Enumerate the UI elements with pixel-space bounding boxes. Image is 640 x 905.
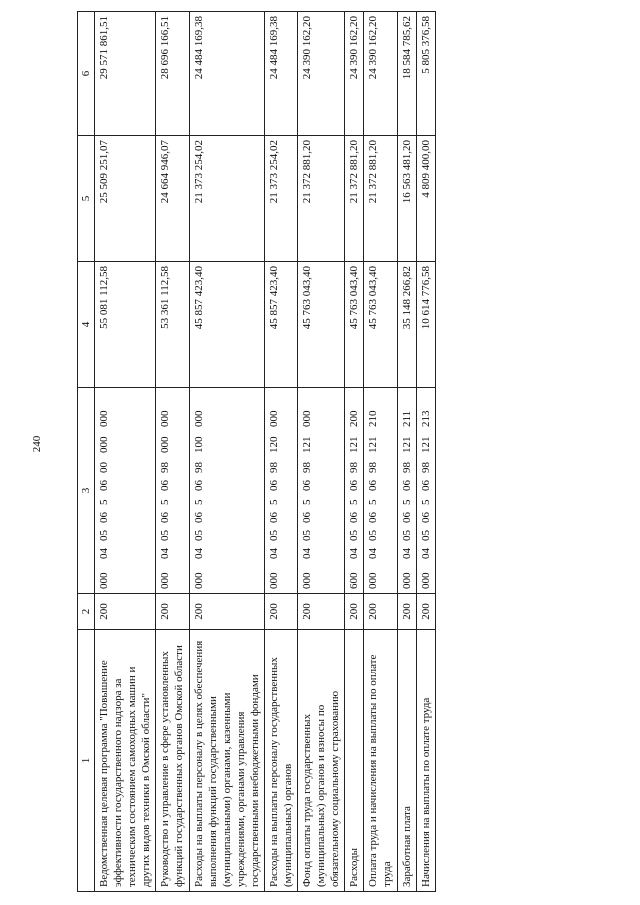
code-segment: 06 xyxy=(192,480,205,491)
row-value-v6-cell: 24 390 162,20 xyxy=(345,12,364,136)
header-row xyxy=(78,12,95,892)
code-segment: 000 xyxy=(267,572,280,589)
row-value-v5-cell: 21 372 881,20 xyxy=(298,136,345,262)
code-segment: 100 xyxy=(192,436,205,453)
code-segment: 06 xyxy=(159,480,172,491)
row-grbs-cell: 200 xyxy=(189,594,264,630)
row-name-cell: Фонд оплаты труда государственных (муниципальных) органов и взносы по обязательному социальному страхованию xyxy=(298,630,345,892)
code-segment: 000 xyxy=(419,572,432,589)
code-segment: 5 xyxy=(348,499,361,505)
row-grbs-cell: 200 xyxy=(264,594,297,630)
code-segment: 04 xyxy=(192,548,205,559)
row-value-v5-cell: 21 373 254,02 xyxy=(189,136,264,262)
row-grbs-cell: 200 xyxy=(364,594,397,630)
code-segment: 06 xyxy=(367,480,380,491)
code-segment: 04 xyxy=(400,548,413,559)
row-name-cell: Расходы на выплаты персоналу в целях обеспечения выполнения функций государственными (муниципальными) органами, казенными учреждениями, органами управления государственными внебюджетными фондами xyxy=(189,630,264,892)
row-code-cell xyxy=(156,388,189,594)
budget-table xyxy=(77,11,436,892)
row-name-cell: Начисления на выплаты по оплате труда xyxy=(416,630,435,892)
code-segment: 00 xyxy=(98,462,111,473)
row-grbs-cell: 200 xyxy=(156,594,189,630)
code-segment: 06 xyxy=(192,512,205,523)
table-row xyxy=(264,12,297,892)
row-grbs-cell: 200 xyxy=(345,594,364,630)
row-name-cell: Оплата труда и начисления на выплаты по оплате труда xyxy=(364,630,397,892)
code-segment: 98 xyxy=(348,462,361,473)
code-segment: 5 xyxy=(419,499,432,505)
code-segment: 04 xyxy=(98,548,111,559)
code-segment: 213 xyxy=(419,410,432,427)
code-segment: 05 xyxy=(400,530,413,541)
row-value-v6-cell: 28 696 166,51 xyxy=(156,12,189,136)
code-segment: 06 xyxy=(267,512,280,523)
row-value-v5-cell: 21 372 881,20 xyxy=(364,136,397,262)
row-value-v5-cell: 4 809 400,00 xyxy=(416,136,435,262)
row-value-v4-cell: 45 763 043,40 xyxy=(345,262,364,388)
row-value-v6-cell: 24 390 162,20 xyxy=(364,12,397,136)
row-value-v4-cell: 45 857 423,40 xyxy=(189,262,264,388)
row-name-cell: Расходы xyxy=(345,630,364,892)
row-code-cell xyxy=(397,388,416,594)
code-segment: 06 xyxy=(348,480,361,491)
column-header: 5 xyxy=(78,136,95,262)
code-segment: 121 xyxy=(419,436,432,453)
column-header: 6 xyxy=(78,12,95,136)
row-value-v6-cell: 24 484 169,38 xyxy=(264,12,297,136)
code-segment: 5 xyxy=(192,499,205,505)
code-segment: 06 xyxy=(301,512,314,523)
code-segment: 06 xyxy=(348,512,361,523)
table-row xyxy=(364,12,397,892)
row-value-v5-cell: 16 563 481,20 xyxy=(397,136,416,262)
row-grbs-cell: 200 xyxy=(95,594,156,630)
row-value-v4-cell: 53 361 112,58 xyxy=(156,262,189,388)
code-segment: 98 xyxy=(400,462,413,473)
rotated-page-content xyxy=(75,8,635,896)
row-value-v4-cell: 35 148 266,82 xyxy=(397,262,416,388)
code-segment: 06 xyxy=(98,480,111,491)
table-row xyxy=(397,12,416,892)
row-value-v5-cell: 21 372 881,20 xyxy=(345,136,364,262)
code-segment: 05 xyxy=(301,530,314,541)
code-segment: 211 xyxy=(400,410,413,427)
row-grbs-cell: 200 xyxy=(298,594,345,630)
row-name-cell: Руководство и управление в сфере установленных функций государственных органов Омской области xyxy=(156,630,189,892)
code-segment: 121 xyxy=(301,436,314,453)
code-segment: 06 xyxy=(400,512,413,523)
code-segment: 05 xyxy=(419,530,432,541)
code-segment: 000 xyxy=(159,410,172,427)
code-segment: 121 xyxy=(367,436,380,453)
code-segment: 98 xyxy=(267,462,280,473)
code-segment: 000 xyxy=(98,572,111,589)
code-segment: 000 xyxy=(400,572,413,589)
row-code-cell xyxy=(416,388,435,594)
column-header: 2 xyxy=(78,594,95,630)
page-number: 240 xyxy=(31,435,43,453)
code-segment: 600 xyxy=(348,572,361,589)
code-segment: 210 xyxy=(367,410,380,427)
budget-table-frame xyxy=(77,12,630,892)
code-segment: 05 xyxy=(367,530,380,541)
table-row xyxy=(95,12,156,892)
code-segment: 06 xyxy=(159,512,172,523)
row-value-v4-cell: 55 081 112,58 xyxy=(95,262,156,388)
row-name-cell: Ведомственная целевая программа "Повышение эффективности государственного надзора за техническим состоянием самоходных машин и других видов техники в Омской области" xyxy=(95,630,156,892)
code-segment: 98 xyxy=(419,462,432,473)
row-code-cell xyxy=(264,388,297,594)
row-code-cell xyxy=(345,388,364,594)
code-segment: 05 xyxy=(98,530,111,541)
code-segment: 04 xyxy=(267,548,280,559)
row-value-v6-cell: 18 584 785,62 xyxy=(397,12,416,136)
row-value-v5-cell: 21 373 254,02 xyxy=(264,136,297,262)
code-segment: 05 xyxy=(267,530,280,541)
code-segment: 05 xyxy=(159,530,172,541)
code-segment: 000 xyxy=(367,572,380,589)
code-segment: 5 xyxy=(267,499,280,505)
code-segment: 5 xyxy=(301,499,314,505)
code-segment: 06 xyxy=(400,480,413,491)
row-name-cell: Расходы на выплаты персоналу государственных (муниципальных) органов xyxy=(264,630,297,892)
column-header: 4 xyxy=(78,262,95,388)
code-segment: 121 xyxy=(348,436,361,453)
code-segment: 06 xyxy=(367,512,380,523)
row-code-cell xyxy=(364,388,397,594)
table-row xyxy=(345,12,364,892)
column-header: 3 xyxy=(78,388,95,594)
row-value-v6-cell: 29 571 861,51 xyxy=(95,12,156,136)
row-code-cell xyxy=(189,388,264,594)
code-segment: 000 xyxy=(159,572,172,589)
table-row xyxy=(189,12,264,892)
row-value-v6-cell: 5 805 376,58 xyxy=(416,12,435,136)
column-header: 1 xyxy=(78,630,95,892)
row-value-v4-cell: 10 614 776,58 xyxy=(416,262,435,388)
code-segment: 06 xyxy=(419,480,432,491)
row-value-v4-cell: 45 763 043,40 xyxy=(364,262,397,388)
row-name-cell: Заработная плата xyxy=(397,630,416,892)
row-value-v4-cell: 45 763 043,40 xyxy=(298,262,345,388)
code-segment: 98 xyxy=(301,462,314,473)
row-value-v4-cell: 45 857 423,40 xyxy=(264,262,297,388)
code-segment: 06 xyxy=(267,480,280,491)
code-segment: 06 xyxy=(301,480,314,491)
code-segment: 98 xyxy=(159,462,172,473)
row-grbs-cell: 200 xyxy=(397,594,416,630)
code-segment: 98 xyxy=(192,462,205,473)
code-segment: 98 xyxy=(367,462,380,473)
code-segment: 000 xyxy=(192,410,205,427)
code-segment: 06 xyxy=(98,512,111,523)
code-segment: 200 xyxy=(348,410,361,427)
row-code-cell xyxy=(298,388,345,594)
code-segment: 04 xyxy=(159,548,172,559)
code-segment: 000 xyxy=(98,410,111,427)
code-segment: 000 xyxy=(267,410,280,427)
table-row xyxy=(298,12,345,892)
row-value-v5-cell: 24 664 946,07 xyxy=(156,136,189,262)
row-value-v6-cell: 24 484 169,38 xyxy=(189,12,264,136)
code-segment: 5 xyxy=(98,499,111,505)
table-row xyxy=(416,12,435,892)
code-segment: 000 xyxy=(192,572,205,589)
row-grbs-cell: 200 xyxy=(416,594,435,630)
code-segment: 06 xyxy=(419,512,432,523)
table-body xyxy=(95,12,436,892)
code-segment: 120 xyxy=(267,436,280,453)
code-segment: 04 xyxy=(301,548,314,559)
table-row xyxy=(156,12,189,892)
row-code-cell xyxy=(95,388,156,594)
code-segment: 5 xyxy=(400,499,413,505)
code-segment: 5 xyxy=(159,499,172,505)
code-segment: 05 xyxy=(348,530,361,541)
code-segment: 000 xyxy=(159,436,172,453)
code-segment: 000 xyxy=(98,436,111,453)
code-segment: 04 xyxy=(348,548,361,559)
row-value-v5-cell: 25 509 251,07 xyxy=(95,136,156,262)
code-segment: 000 xyxy=(301,410,314,427)
code-segment: 04 xyxy=(419,548,432,559)
code-segment: 04 xyxy=(367,548,380,559)
row-value-v6-cell: 24 390 162,20 xyxy=(298,12,345,136)
code-segment: 05 xyxy=(192,530,205,541)
code-segment: 121 xyxy=(400,436,413,453)
code-segment: 000 xyxy=(301,572,314,589)
code-segment: 5 xyxy=(367,499,380,505)
